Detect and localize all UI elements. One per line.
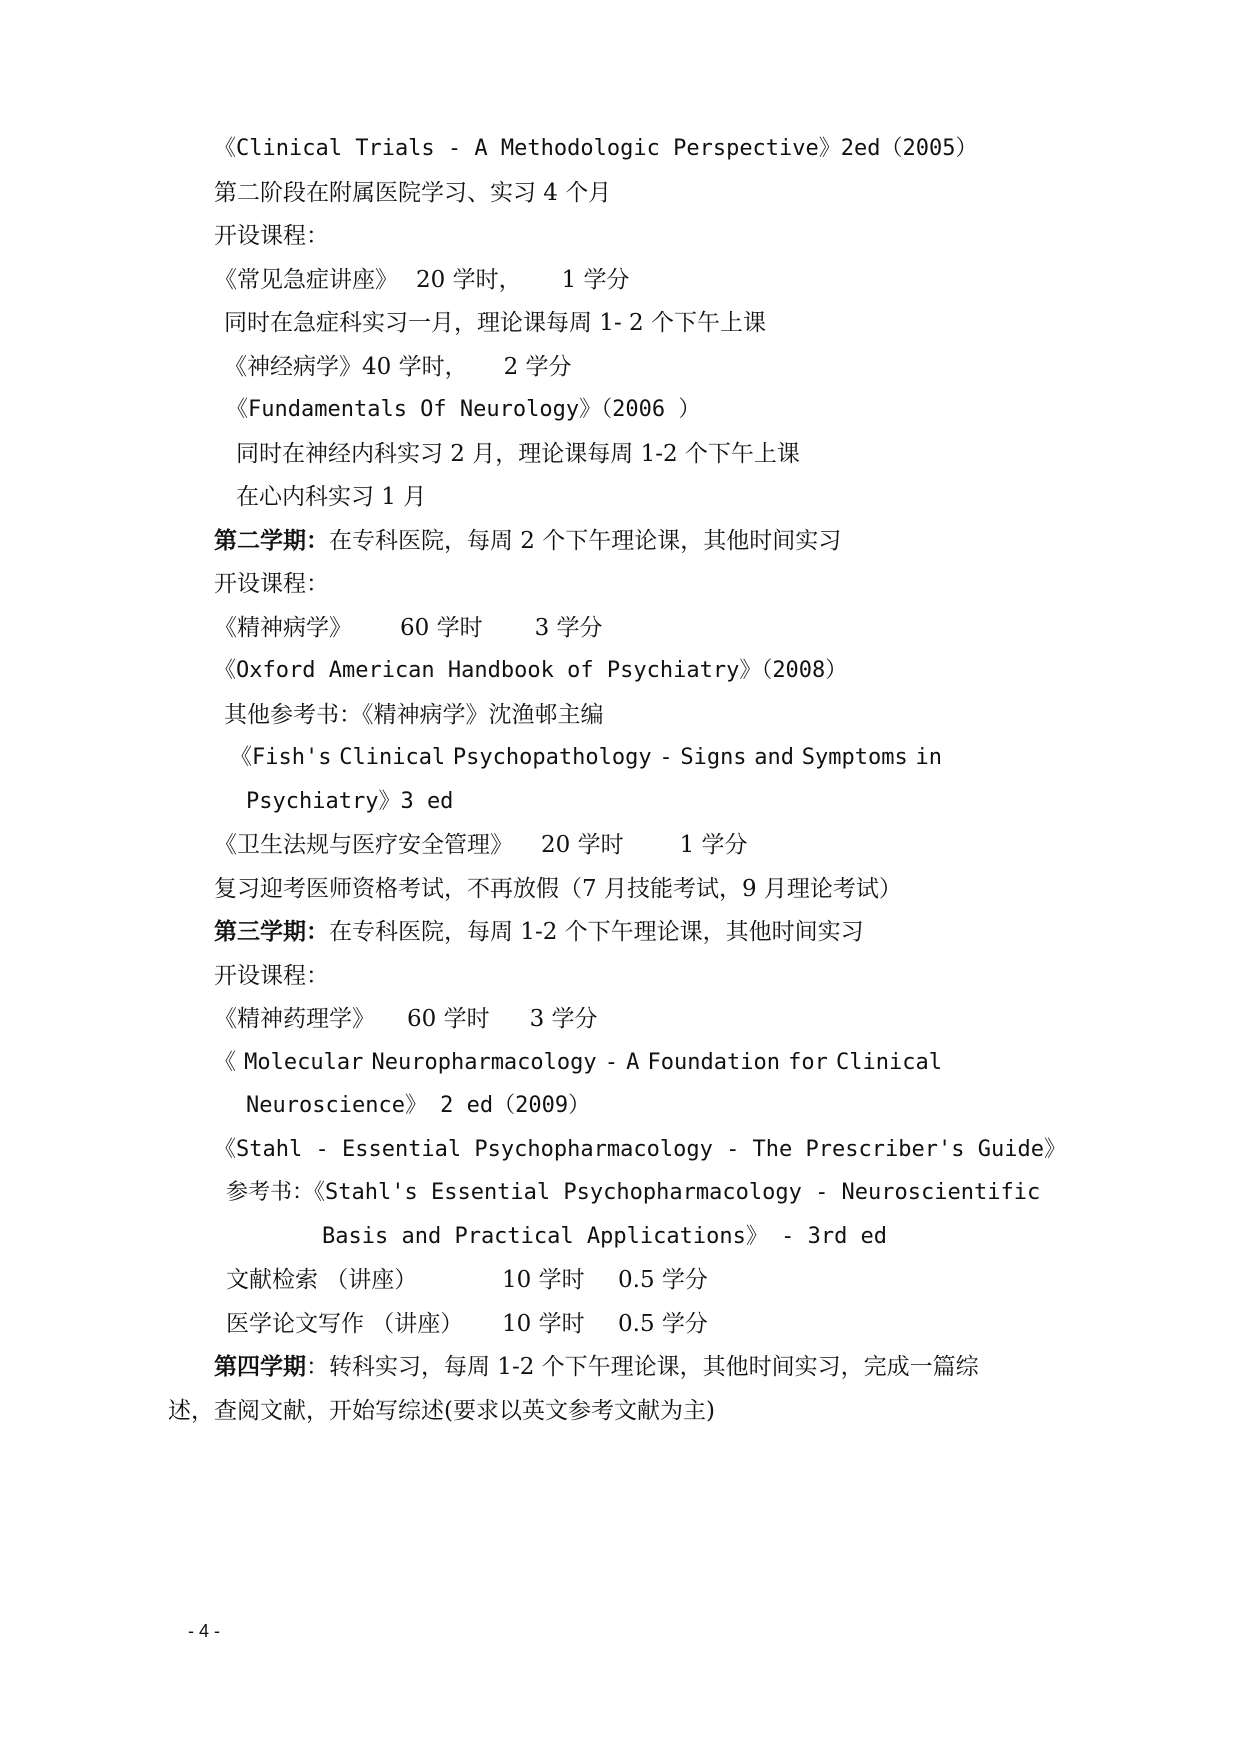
course-literature-search-credits: 0.5 学分 bbox=[618, 1267, 708, 1293]
course-emergency-title: 《常见急症讲座》 bbox=[214, 267, 398, 293]
fish-word-1: 《Fish's bbox=[230, 745, 332, 770]
semester-four bbox=[214, 1352, 979, 1382]
mol-word-1: 《 bbox=[214, 1050, 237, 1075]
stage-two-heading: 第二阶段在附属医院学习、实习 4 个月 bbox=[214, 180, 612, 206]
reference-fish-psychopathology bbox=[230, 743, 942, 773]
mol-word-7: for bbox=[788, 1050, 828, 1075]
fish-word-5: Signs bbox=[680, 745, 747, 770]
semester-two-label: 第二学期： bbox=[214, 527, 329, 554]
course-psychopharmacology bbox=[214, 1004, 598, 1034]
fish-word-8: in bbox=[915, 745, 942, 770]
courses-label-3: 开设课程： bbox=[214, 963, 329, 989]
course-health-law-title: 《卫生法规与医疗安全管理》 bbox=[214, 832, 513, 858]
course-health-law-credits: 1 学分 bbox=[679, 832, 748, 858]
semester-four-continuation: 述，查阅文献，开始写综述(要求以英文参考文献为主) bbox=[168, 1398, 715, 1424]
reference-clinical-trials: 《Clinical Trials - A Methodologic Perspective》2ed（2005） bbox=[214, 136, 978, 161]
mol-word-3: Neuropharmacology bbox=[371, 1050, 597, 1075]
course-literature-search-hours: 10 学时 bbox=[502, 1267, 585, 1293]
semester-three-label: 第三学期： bbox=[214, 918, 329, 945]
course-emergency-credits: 1 学分 bbox=[561, 267, 630, 293]
mol-word-5: A bbox=[626, 1050, 640, 1075]
mol-word-6: Foundation bbox=[647, 1050, 780, 1075]
course-emergency-hours: 20 学时， bbox=[416, 267, 522, 293]
reference-fish-continuation: Psychiatry》3 ed bbox=[246, 789, 454, 814]
course-psychiatry-title: 《精神病学》 bbox=[214, 615, 352, 641]
course-literature-search bbox=[226, 1265, 708, 1295]
course-paper-writing-credits: 0.5 学分 bbox=[618, 1311, 708, 1337]
course-neurology-title-hours: 《神经病学》40 学时， bbox=[224, 354, 468, 380]
course-psychopharmacology-credits: 3 学分 bbox=[529, 1006, 598, 1032]
emergency-internship-note: 同时在急症科实习一月，理论课每周 1- 2 个下午上课 bbox=[224, 310, 766, 336]
course-paper-writing-hours: 10 学时 bbox=[502, 1311, 585, 1337]
course-emergency bbox=[214, 265, 630, 295]
mol-word-2: Molecular bbox=[244, 1050, 364, 1075]
courses-label-1: 开设课程： bbox=[214, 223, 329, 249]
page-number: - 4 - bbox=[188, 1621, 221, 1641]
cardiology-internship-note: 在心内科实习 1 月 bbox=[236, 484, 427, 510]
semester-three-description: 在专科医院，每周 1-2 个下午理论课，其他时间实习 bbox=[329, 919, 864, 945]
semester-four-label: 第四学期 bbox=[214, 1353, 306, 1380]
semester-three bbox=[214, 917, 864, 947]
fish-word-3: Psychopathology bbox=[452, 745, 652, 770]
course-paper-writing bbox=[226, 1309, 708, 1339]
course-health-law bbox=[214, 830, 748, 860]
reference-molecular-neuropharmacology bbox=[214, 1048, 942, 1078]
fish-word-6: and bbox=[754, 745, 795, 770]
fish-word-7: Symptoms bbox=[801, 745, 908, 770]
fish-word-2: Clinical bbox=[339, 745, 446, 770]
semester-two-description: 在专科医院，每周 2 个下午理论课，其他时间实习 bbox=[329, 528, 842, 554]
course-psychopharmacology-title: 《精神药理学》 bbox=[214, 1006, 375, 1032]
course-paper-writing-title: 医学论文写作 （讲座） bbox=[226, 1311, 464, 1337]
reference-stahl-essential: 参考书：《Stahl's Essential Psychopharmacology - Neuroscientific bbox=[226, 1180, 1041, 1205]
neurology-internship-note: 同时在神经内科实习 2 月，理论课每周 1-2 个下午上课 bbox=[236, 441, 800, 467]
course-literature-search-title: 文献检索 （讲座） bbox=[226, 1267, 418, 1293]
semester-four-description: ：转科实习，每周 1-2 个下午理论课，其他时间实习，完成一篇综 bbox=[306, 1354, 979, 1380]
reference-oxford-psychiatry: 《Oxford American Handbook of Psychiatry》（2008） bbox=[214, 658, 848, 683]
mol-word-4: - bbox=[604, 1050, 619, 1075]
semester-two bbox=[214, 526, 841, 556]
fish-word-4: - bbox=[659, 745, 673, 770]
reference-other-books: 其他参考书：《精神病学》沈渔邨主编 bbox=[224, 702, 604, 728]
course-psychiatry-credits: 3 学分 bbox=[534, 615, 603, 641]
courses-label-2: 开设课程： bbox=[214, 571, 329, 597]
reference-molecular-continuation: Neuroscience》 2 ed（2009） bbox=[246, 1093, 591, 1118]
reference-stahl-continuation: Basis and Practical Applications》 - 3rd ed bbox=[322, 1224, 888, 1249]
reference-neurology: 《Fundamentals Of Neurology》（2006 ） bbox=[226, 397, 701, 422]
course-psychopharmacology-hours: 60 学时 bbox=[407, 1006, 490, 1032]
course-psychiatry bbox=[214, 613, 603, 643]
course-health-law-hours: 20 学时 bbox=[541, 832, 624, 858]
mol-word-8: Clinical bbox=[835, 1050, 942, 1075]
course-psychiatry-hours: 60 学时 bbox=[400, 615, 483, 641]
course-neurology bbox=[224, 352, 572, 382]
reference-stahl-prescriber: 《Stahl - Essential Psychopharmacology - The Prescriber's Guide》 bbox=[214, 1137, 1066, 1162]
exam-review-note: 复习迎考医师资格考试，不再放假（7 月技能考试，9 月理论考试） bbox=[214, 876, 902, 902]
course-neurology-credits: 2 学分 bbox=[503, 354, 572, 380]
